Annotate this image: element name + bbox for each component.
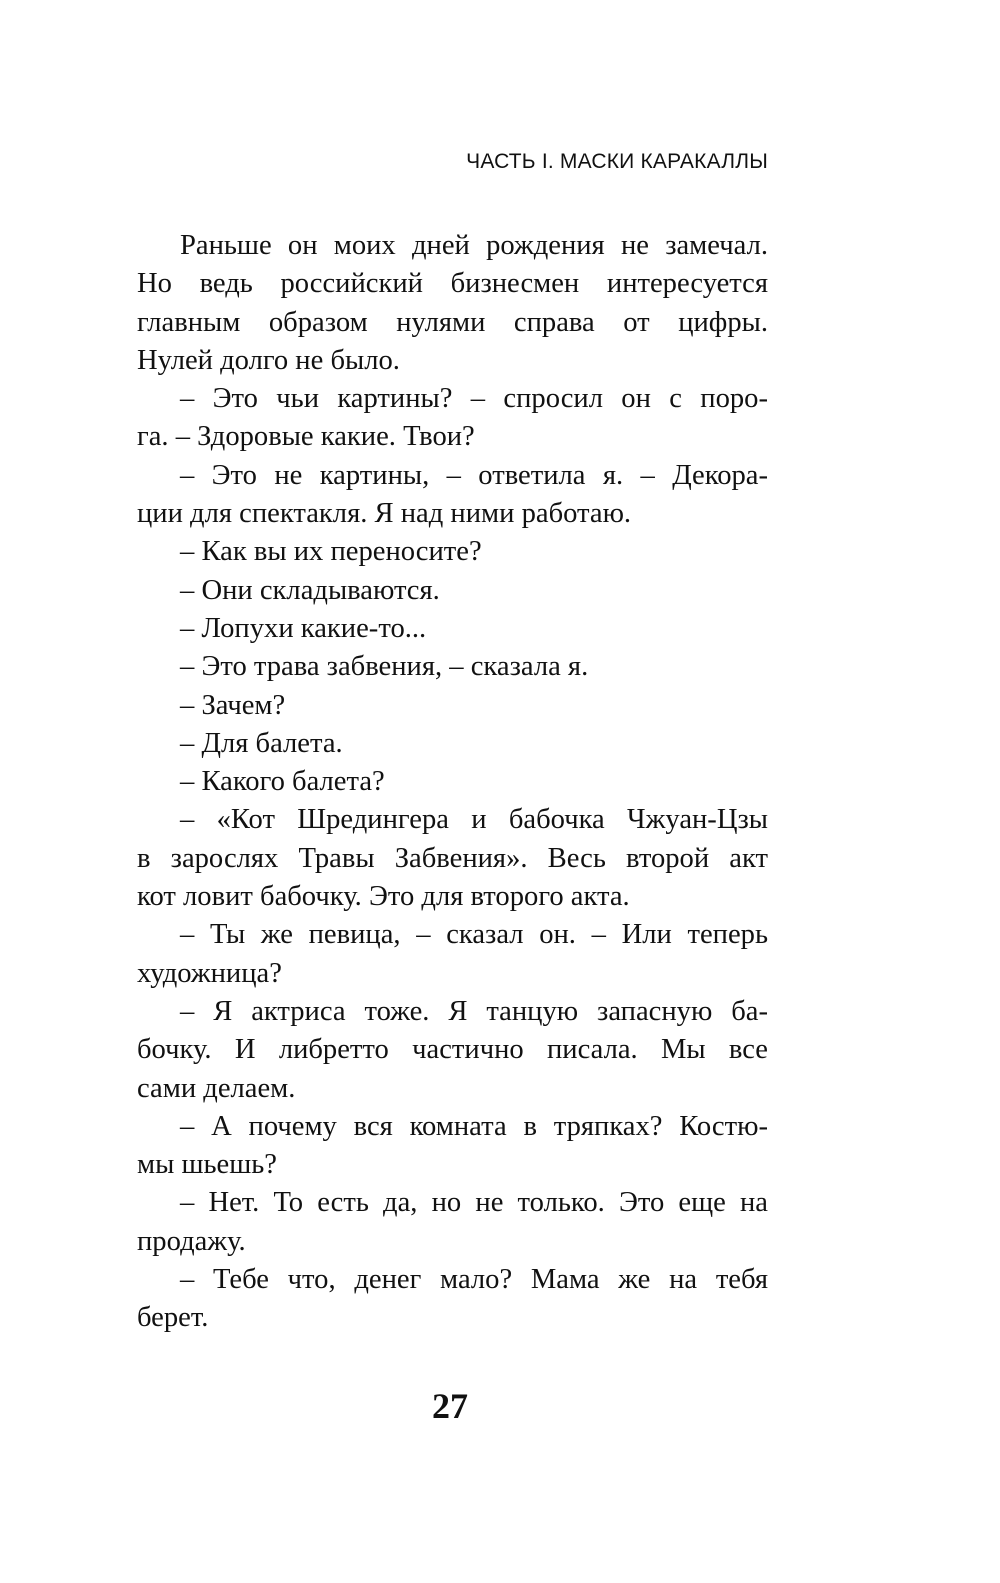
text-line: га. – Здоровые какие. Твои?	[137, 421, 475, 453]
text-line: мы шьешь?	[137, 1149, 277, 1181]
text-line: берет.	[137, 1302, 209, 1334]
text-line: художница?	[137, 957, 282, 989]
text-line: – Это не картины, – ответила я. – Декора-	[180, 459, 768, 491]
text-line: – Как вы их переносите?	[180, 536, 482, 568]
page-number: 27	[432, 1386, 468, 1426]
text-line: – Я актриса тоже. Я танцую запасную ба-	[180, 995, 768, 1027]
text-line: бочку. И либретто частично писала. Мы все	[137, 1034, 768, 1066]
text-line: Раньше он моих дней рождения не замечал.	[180, 230, 768, 261]
text-line: – Лопухи какие-то...	[180, 612, 427, 644]
text-line: – Это трава забвения, – сказала я.	[180, 651, 589, 683]
text-line: сами делаем.	[137, 1072, 296, 1104]
text-line: – А почему вся комната в тряпках? Костю-	[180, 1110, 768, 1142]
text-line: ции для спектакля. Я над ними работаю.	[137, 498, 632, 530]
text-line: – Это чьи картины? – спросил он с поро-	[180, 383, 768, 415]
text-line: – Они складываются.	[180, 574, 440, 606]
text-line: – «Кот Шредингера и бабочка Чжуан-Цзы	[180, 804, 768, 836]
text-line: – Какого балета?	[180, 766, 385, 798]
text-line: – Ты же певица, – сказал он. – Или теперь	[180, 919, 768, 951]
running-header: ЧАСТЬ I. МАСКИ КАРАКАЛЛЫ	[466, 150, 768, 173]
text-line: в зарослях Травы Забвения». Весь второй акт	[137, 842, 768, 874]
text-line: главным образом нулями справа от цифры.	[137, 306, 768, 338]
text-line: Но ведь российский бизнесмен интересуется	[137, 268, 768, 300]
text-line: – Нет. То есть да, но не только. Это еще на	[180, 1187, 768, 1219]
body-text	[137, 227, 768, 1338]
text-line: – Для балета.	[180, 727, 343, 759]
text-line: кот ловит бабочку. Это для второго акта.	[137, 881, 630, 913]
text-line: Нулей долго не было.	[137, 344, 400, 376]
text-line: – Тебе что, денег мало? Мама же на тебя	[180, 1264, 768, 1296]
text-line: продажу.	[137, 1225, 246, 1257]
text-line: – Зачем?	[180, 689, 286, 721]
